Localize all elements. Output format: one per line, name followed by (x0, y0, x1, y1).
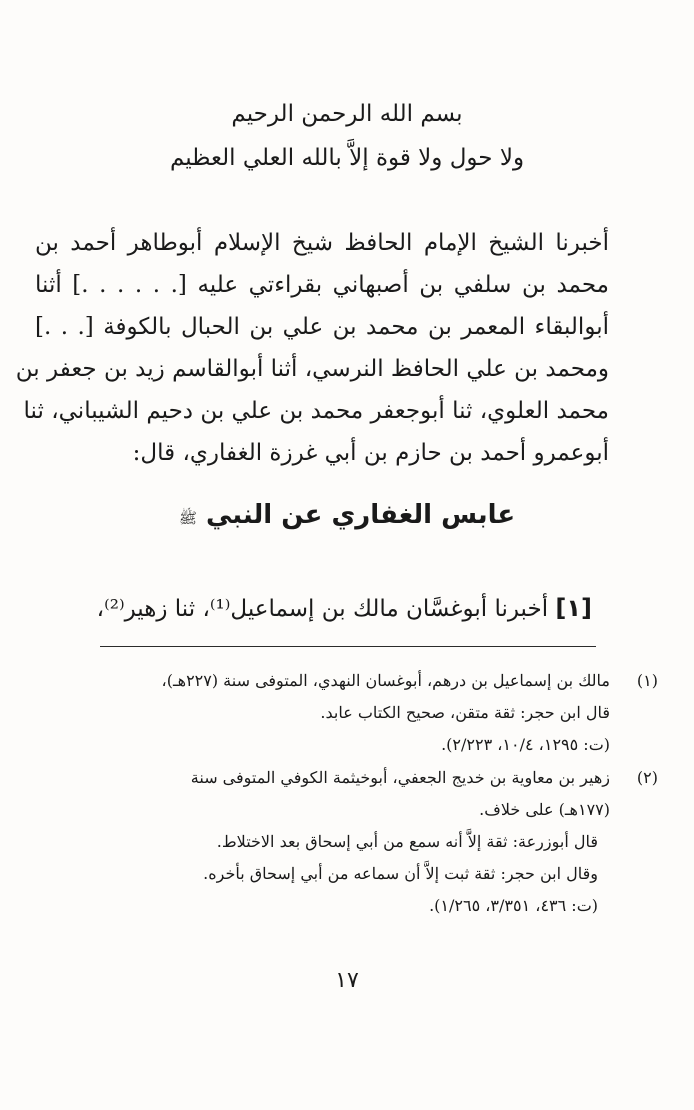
isnad-paragraph (15, 222, 609, 474)
footnote-1 (70, 665, 658, 761)
footnote-number: (٢) (636, 768, 658, 787)
salawat-glyph: ﷺ (178, 509, 197, 527)
footnote-line: قال أبوزرعة: ثقة إلاَّ أنه سمع من أبي إسحاق بعد الاختلاط. (216, 832, 598, 851)
hadith-text: أخبرنا أبوغسَّان مالك بن إسماعيل⁽¹⁾، ثنا زهير⁽²⁾، (96, 596, 549, 622)
isnad-line: ومحمد بن علي الحافظ النرسي، أثنا أبوالقاسم زيد بن جعفر بن (15, 356, 609, 382)
footnote-number: (١) (636, 671, 658, 690)
isnad-line: أخبرنا الشيخ الإمام الحافظ شيخ الإسلام أبوطاهر أحمد بن (35, 230, 609, 256)
basmala-line: بسم الله الرحمن الرحيم (231, 101, 463, 127)
footnote-separator (100, 646, 596, 647)
isnad-line: محمد بن سلفي بن أصبهاني بقراءتي عليه [. . . . . .] أثنا (35, 272, 609, 298)
hadith-number: [١] (555, 594, 592, 622)
footnote-line: (ت: ٤٣٦، ٣/٣٥١، ١/٢٦٥). (429, 896, 598, 915)
basmala-block (0, 92, 694, 180)
isnad-line: أبوعمرو أحمد بن حازم بن أبي غرزة الغفاري، قال: (132, 440, 609, 466)
hadith-entry (96, 588, 592, 629)
footnote-line: مالك بن إسماعيل بن درهم، أبوغسان النهدي، المتوفى سنة (٢٢٧هـ)، (161, 671, 610, 690)
page-number: ١٧ (335, 968, 359, 993)
footnote-line: قال ابن حجر: ثقة متقن، صحيح الكتاب عابد. (320, 703, 610, 722)
section-title: عابس الغفاري عن النبي (206, 500, 516, 530)
footnote-line: وقال ابن حجر: ثقة ثبت إلاَّ أن سماعه من أبي إسحاق بأخره. (203, 864, 598, 883)
section-heading (0, 500, 694, 531)
footnote-2 (70, 762, 658, 922)
hawqala-line: ولا حول ولا قوة إلاَّ بالله العلي العظيم (169, 145, 525, 171)
isnad-line: أبوالبقاء المعمر بن محمد بن علي بن الحبال بالكوفة [. . .] (35, 314, 609, 340)
isnad-line: محمد العلوي، ثنا أبوجعفر محمد بن علي بن دحيم الشيباني، ثنا (23, 398, 609, 424)
footnote-line: (١٧٧هـ) على خلاف. (479, 800, 610, 819)
footnote-line: (ت: ١٢٩٥، ١٠/٤، ٢/٢٢٣). (441, 735, 610, 754)
footnote-line: زهير بن معاوية بن خديج الجعفي، أبوخيثمة الكوفي المتوفى سنة (190, 768, 610, 787)
